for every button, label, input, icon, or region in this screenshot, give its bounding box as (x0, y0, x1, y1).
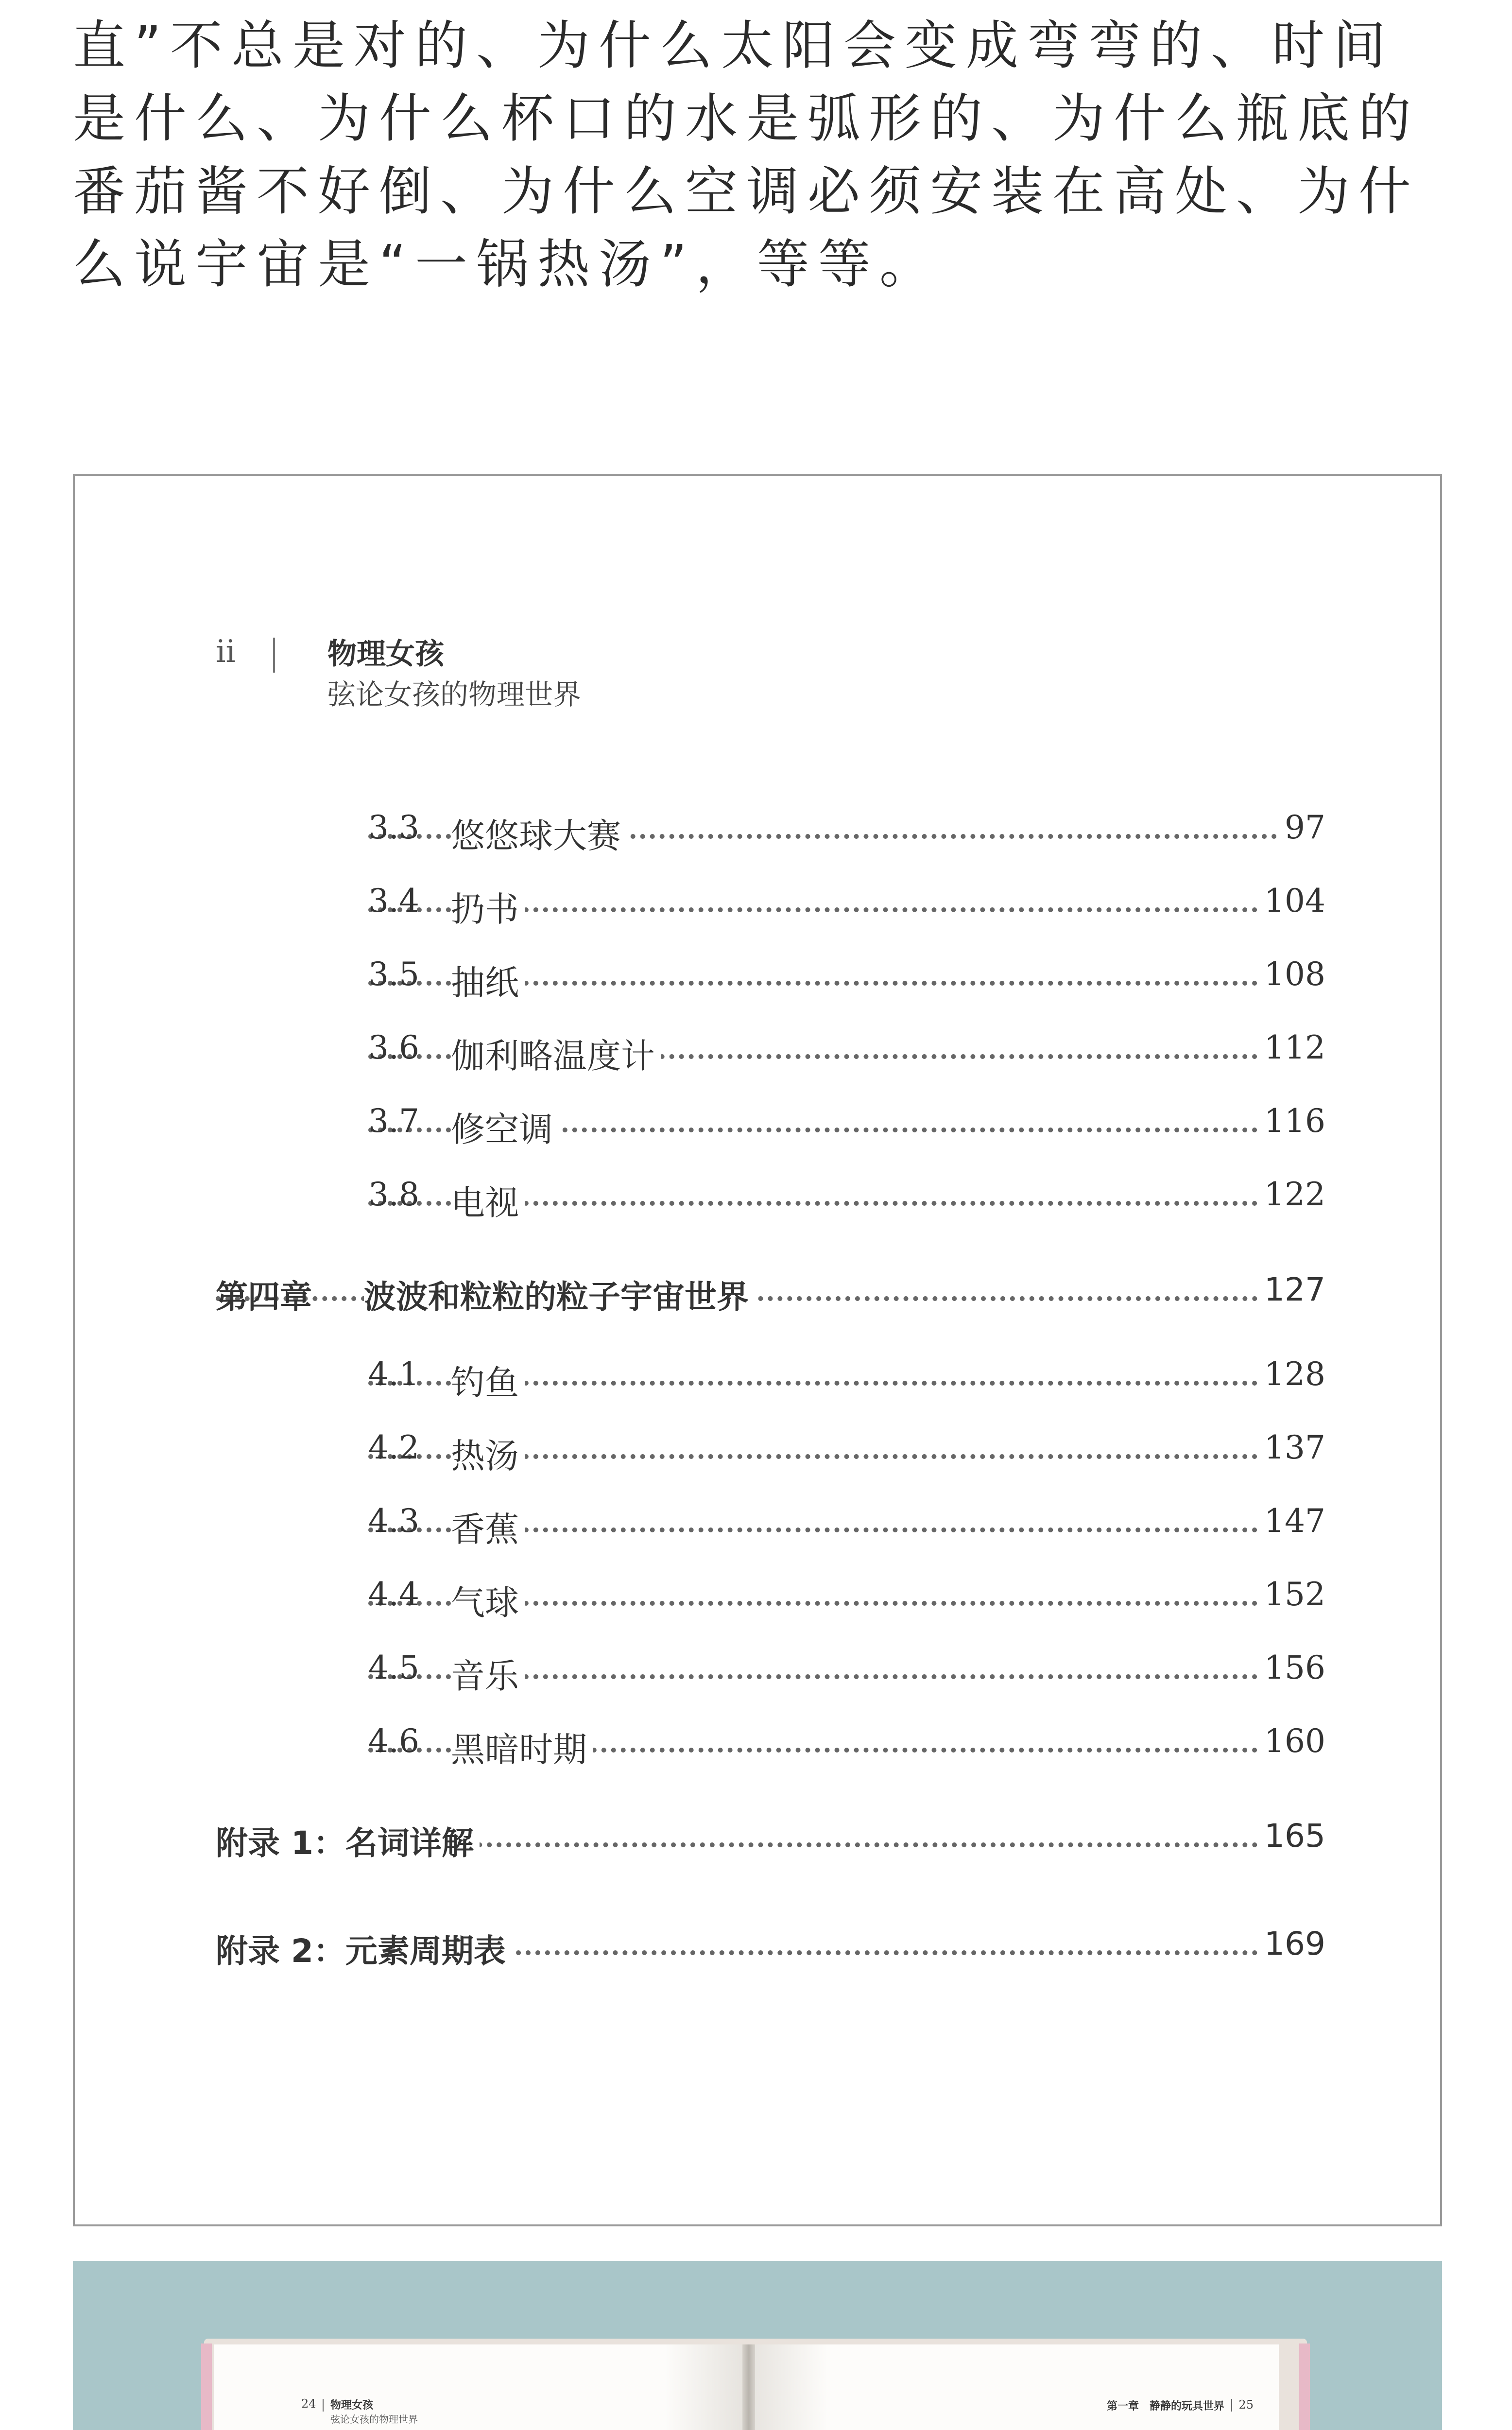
toc-entry: 3.7 修空调 116 (368, 1102, 1325, 1141)
toc-page-scan (73, 474, 1442, 2226)
toc-entry: 4.5 音乐 156 (368, 1649, 1325, 1688)
book-right-page (748, 2344, 1279, 2430)
right-page-number: 25 (1238, 2398, 1254, 2412)
left-page-subtitle: 弦论女孩的物理世界 (330, 2413, 418, 2425)
right-page-header (1049, 2398, 1254, 2413)
book-cover-edge-left (201, 2343, 212, 2430)
book-gutter (742, 2344, 755, 2430)
book-cover-edge-right (1299, 2343, 1310, 2430)
toc-entry: 3.8 电视 122 (368, 1176, 1325, 1215)
toc-entry: 4.2 热汤 137 (368, 1429, 1325, 1468)
running-head-separator (273, 638, 275, 673)
running-head-title: 物理女孩 (327, 637, 444, 671)
toc-chapter-entry: 第四章 波波和粒粒的粒子宇宙世界 127 (216, 1271, 1325, 1310)
toc-entry: 3.3 悠悠球大赛 97 (368, 809, 1325, 848)
toc-entry: 3.5 抽纸 108 (368, 955, 1325, 994)
pinhole-sketch-drawing (301, 2421, 700, 2430)
pinhole-sketch (301, 2421, 700, 2430)
toc-entry: 4.4 气球 152 (368, 1576, 1325, 1614)
left-page-number: 24 (301, 2397, 316, 2411)
toc-entry: 4.6 黑暗时期 160 (368, 1722, 1325, 1761)
toc-entry: 4.1 钓鱼 128 (368, 1355, 1325, 1394)
left-page-title: 物理女孩 (330, 2399, 374, 2412)
open-book-photo (73, 2261, 1442, 2430)
toc-entry: 3.4 扔书 104 (368, 882, 1325, 921)
toc-appendix-entry: 附录 2：元素周期表 169 (216, 1925, 1325, 1964)
running-head-subtitle: 弦论女孩的物理世界 (327, 678, 582, 711)
toc-entry: 4.3 香蕉 147 (368, 1502, 1325, 1541)
toc-entry: 3.6 伽利略温度计 112 (368, 1029, 1325, 1068)
right-page-title: 第一章 静静的玩具世界 (1106, 2400, 1224, 2413)
book-left-page (214, 2344, 744, 2430)
toc-appendix-entry: 附录 1：名词详解 165 (216, 1817, 1325, 1856)
intro-paragraph: 直”不总是对的、为什么太阳会变成弯弯的、时间是什么、为什么杯口的水是弧形的、为什么瓶底的番茄酱不好倒、为什么空调必须安装在高处、为什么说宇宙是“一锅热汤”，等等。 (73, 16, 1420, 295)
running-head-page-number: ii (216, 634, 236, 670)
